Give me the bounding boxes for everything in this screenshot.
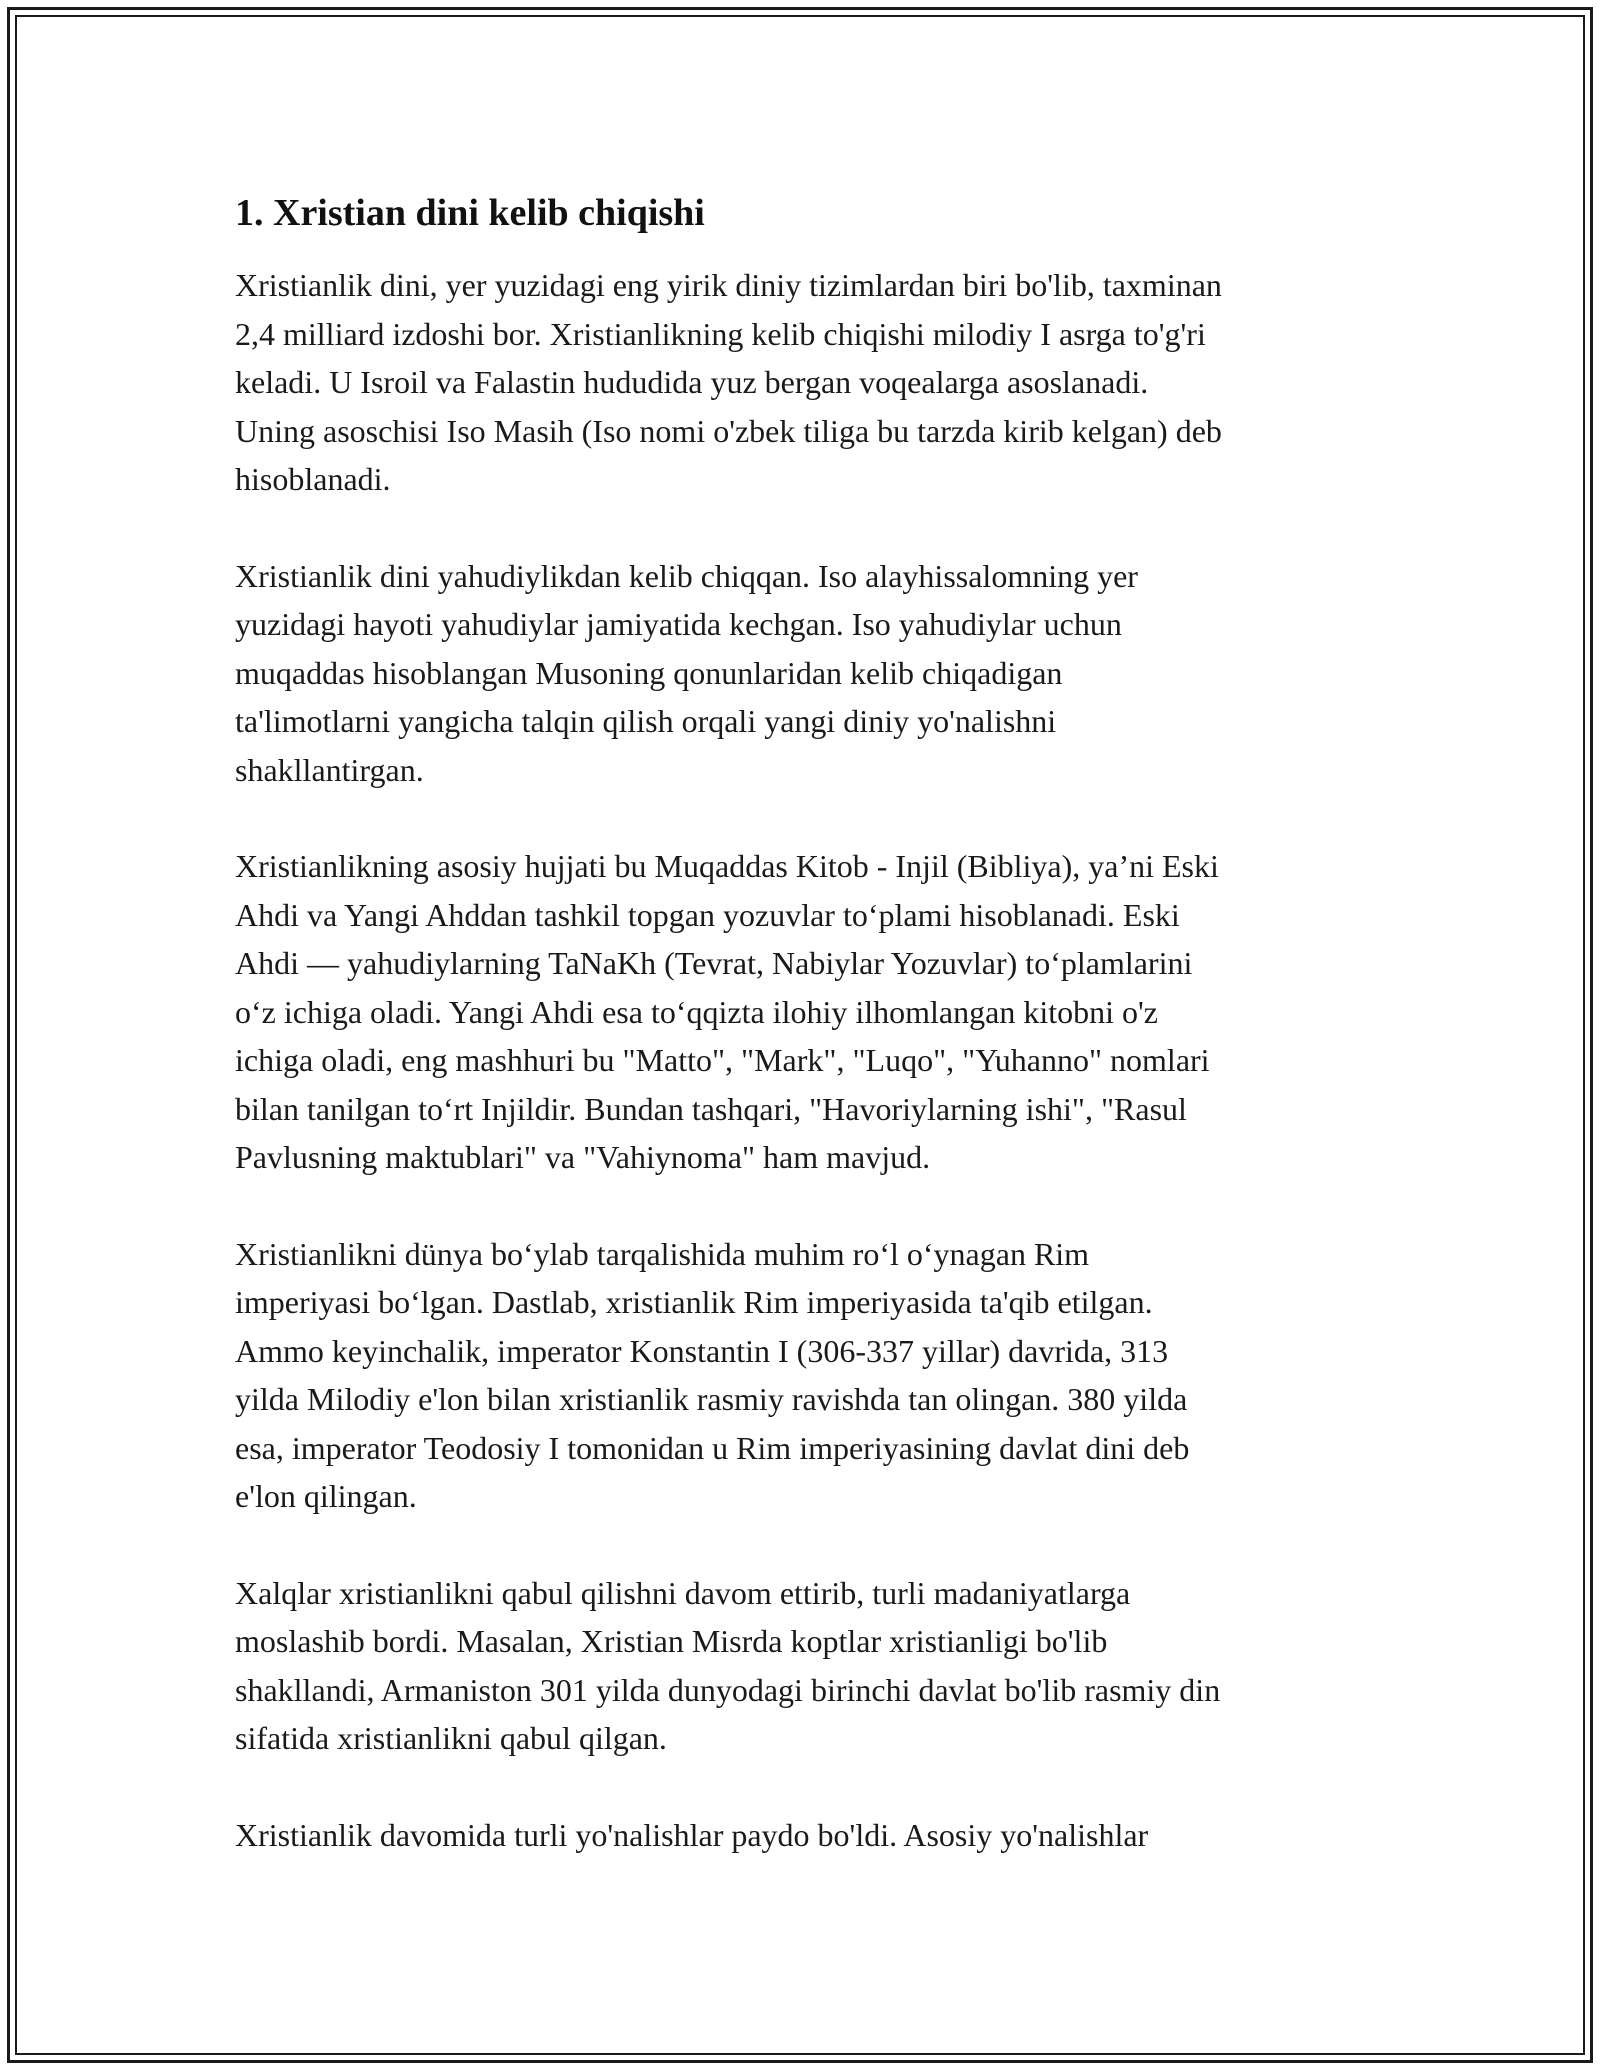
paragraph-line: bilan tanilgan to‘rt Injildir. Bundan tashqari, "Havoriylarning ishi", "Rasul: [235, 1090, 1187, 1127]
paragraph-line: o‘z ichiga oladi. Yangi Ahdi esa to‘qqizta ilohiy ilhomlangan kitobni o'z: [235, 993, 1158, 1030]
paragraph-line: e'lon qilingan.: [235, 1478, 417, 1514]
paragraph-4: [235, 1230, 1370, 1521]
paragraph-line: Xristianlikning asosiy hujjati bu Muqaddas Kitob - Injil (Bibliya), ya’ni Eski: [235, 848, 1219, 884]
paragraph-line: hisoblanadi.: [235, 461, 391, 497]
paragraph-line: Uning asoschisi Iso Masih (Iso nomi o'zbek tiliga bu tarzda kirib kelgan) deb: [235, 412, 1222, 449]
paragraph-5: [235, 1569, 1370, 1763]
paragraph-line: Ahdi — yahudiylarning TaNaKh (Tevrat, Nabiylar Yozuvlar) to‘plamlarini: [235, 945, 1193, 981]
paragraph-line: Xalqlar xristianlikni qabul qilishni davom ettirib, turli madaniyatlarga: [235, 1574, 1131, 1611]
paragraph-line: 2,4 milliard izdoshi bor. Xristianlikning kelib chiqishi milodiy I asrga to'g'ri: [235, 315, 1206, 352]
paragraph-line: Xristianlik dini yahudiylikdan kelib chiqqan. Iso alayhissalomning yer: [235, 557, 1138, 594]
paragraph-1: [235, 261, 1370, 504]
paragraph-line: Pavlusning maktublari" va "Vahiynoma" ham mavjud.: [235, 1139, 931, 1175]
section-heading: 1. Xristian dini kelib chiqishi: [235, 192, 705, 234]
paragraph-line: ta'limotlarni yangicha talqin qilish orqali yangi diniy yo'nalishni: [235, 703, 1057, 739]
paragraph-3: [235, 842, 1370, 1182]
paragraph-line: shakllantirgan.: [235, 751, 424, 788]
paragraph-2: [235, 552, 1370, 795]
paragraph-line: Xristianlikni dünya bo‘ylab tarqalishida muhim ro‘l o‘ynagan Rim: [235, 1235, 1090, 1272]
paragraph-line: shakllandi, Armaniston 301 yilda dunyodagi birinchi davlat bo'lib rasmiy din: [235, 1671, 1221, 1708]
paragraph-6: [235, 1811, 1370, 1860]
paragraph-line: keladi. U Isroil va Falastin hududida yuz bergan voqealarga asoslanadi.: [235, 364, 1149, 400]
paragraph-line: Ammo keyinchalik, imperator Konstantin I (306-337 yillar) davrida, 313: [235, 1332, 1169, 1369]
paragraph-line: yilda Milodiy e'lon bilan xristianlik rasmiy ravishda tan olingan. 380 yilda: [235, 1381, 1188, 1417]
paragraph-line: imperiyasi bo‘lgan. Dastlab, xristianlik Rim imperiyasida ta'qib etilgan.: [235, 1284, 1153, 1320]
paragraph-line: moslashib bordi. Masalan, Xristian Misrda koptlar xristianligi bo'lib: [235, 1623, 1108, 1659]
paragraph-line: Ahdi va Yangi Ahddan tashkil topgan yozuvlar to‘plami hisoblanadi. Eski: [235, 896, 1180, 933]
paragraph-line: ichiga oladi, eng mashhuri bu "Matto", "Mark", "Luqo", "Yuhanno" nomlari: [235, 1042, 1210, 1078]
paragraph-line: Xristianlik dini, yer yuzidagi eng yirik diniy tizimlardan biri bo'lib, taxminan: [235, 267, 1222, 303]
paragraph-line: esa, imperator Teodosiy I tomonidan u Rim imperiyasining davlat dini deb: [235, 1429, 1190, 1466]
paragraph-line: muqaddas hisoblangan Musoning qonunlaridan kelib chiqadigan: [235, 654, 1063, 691]
paragraph-line: yuzidagi hayoti yahudiylar jamiyatida kechgan. Iso yahudiylar uchun: [235, 606, 1122, 642]
document-body: [235, 186, 1370, 1907]
paragraph-line: Xristianlik davomida turli yo'nalishlar paydo bo'ldi. Asosiy yo'nalishlar: [235, 1816, 1149, 1853]
paragraph-line: sifatida xristianlikni qabul qilgan.: [235, 1720, 667, 1756]
